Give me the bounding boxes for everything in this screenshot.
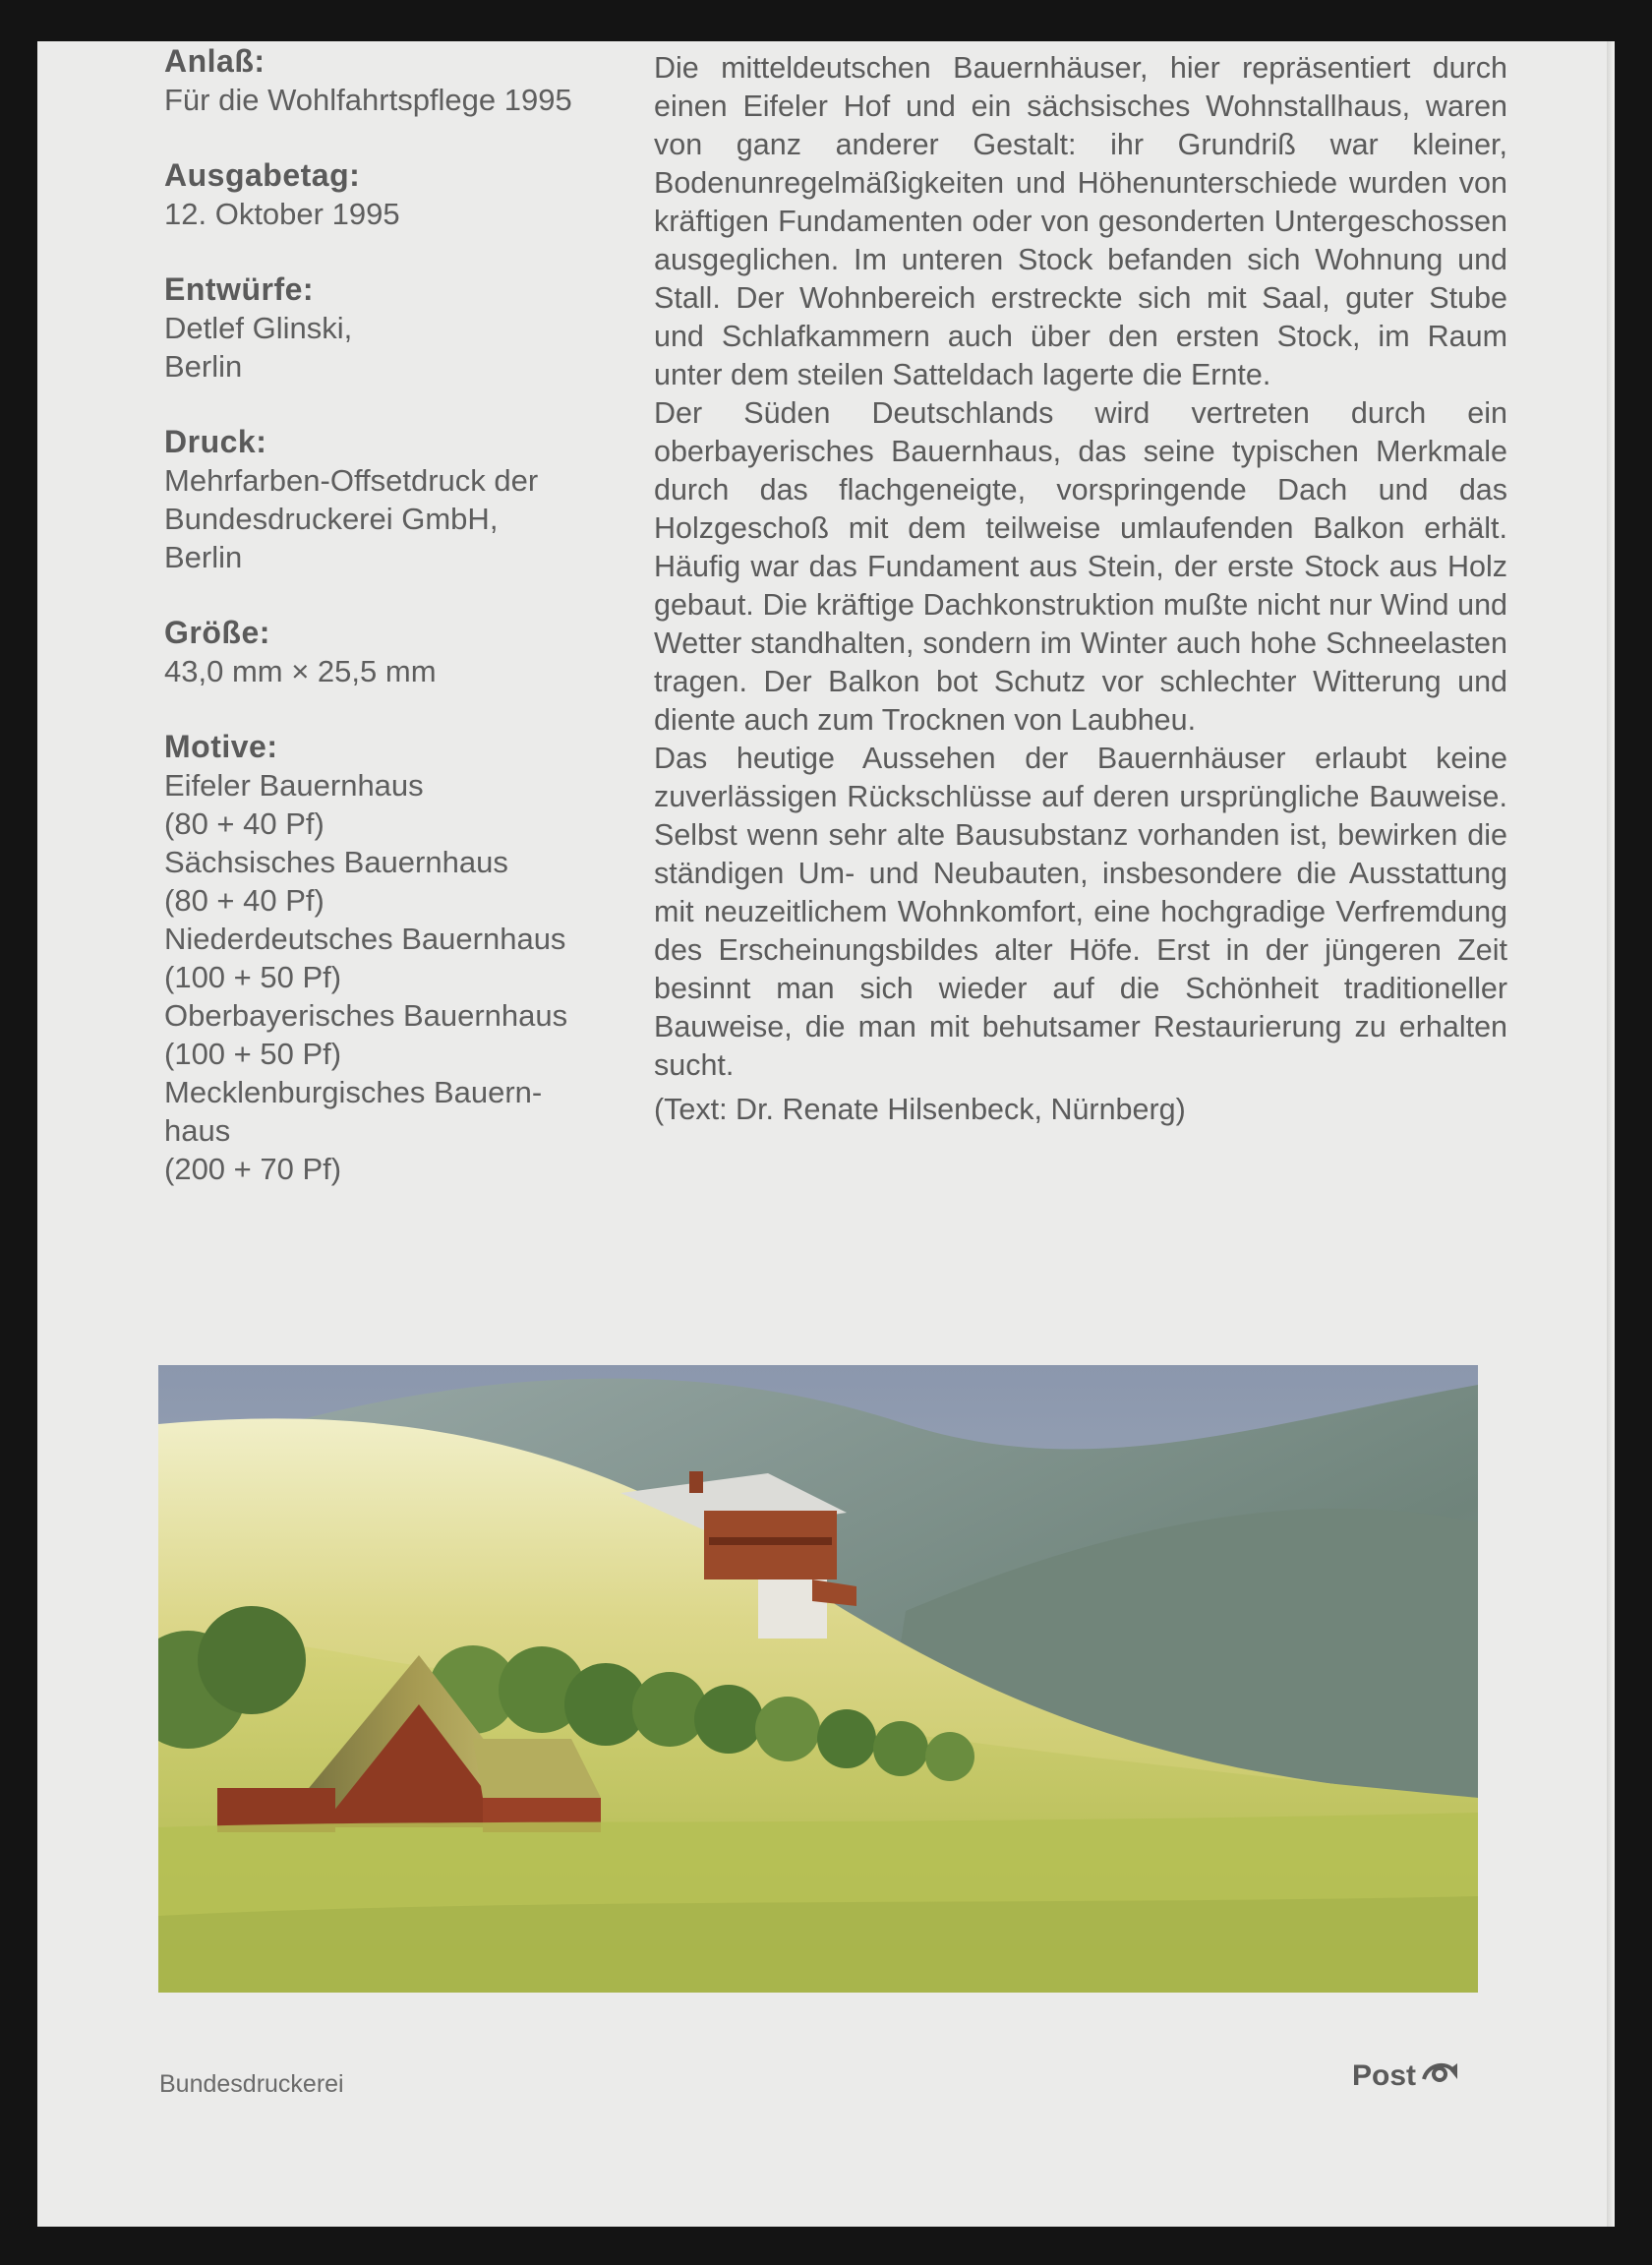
farmhouse-landscape-illustration xyxy=(158,1365,1478,1993)
printer-credit: Bundesdruckerei xyxy=(159,2070,344,2098)
field-label: Entwürfe: xyxy=(164,271,315,307)
stamp-details-column xyxy=(164,41,676,1224)
field-value: Detlef Glinski, Berlin xyxy=(164,311,353,384)
field-label: Anlaß: xyxy=(164,43,266,79)
field-value: 43,0 mm × 25,5 mm xyxy=(164,654,437,688)
field-value: Für die Wohlfahrtspflege 1995 xyxy=(164,83,572,117)
field-ausgabetag xyxy=(164,155,676,233)
description-column xyxy=(654,49,1507,1129)
document-sheet xyxy=(37,41,1615,2227)
field-motive xyxy=(164,727,676,1188)
field-label: Druck: xyxy=(164,424,267,459)
paragraph-sueden: Der Süden Deutschlands wird vertreten durch ein oberbayerisches Bauernhaus, das seine typischen Merkmale durch das flachgeneigte, vorspringende Dach und das Holzgeschoß mit dem teilweise umlaufenden Balkon erhält. Häufig war das Fundament aus Stein, der erste Stock aus Holz gebaut. Die kräftige Dachkonstruktion mußte nicht nur Wind und Wetter standhalten, sondern im Winter auch hohe Schneelasten tragen. Der Balkon bot Schutz vor schlechter Witterung und diente auch zum Trocknen von Laubheu. xyxy=(654,396,1507,737)
field-anlass xyxy=(164,41,676,119)
field-entwuerfe xyxy=(164,269,676,386)
field-value: Mehrfarben-Offsetdruck der Bundesdruckerei GmbH, Berlin xyxy=(164,463,539,574)
paragraph-heute: Das heutige Aussehen der Bauernhäuser erlaubt keine zuverlässigen Rückschlüsse auf deren ursprüngliche Bauweise. Selbst wenn sehr alte Bausubstanz vorhanden ist, bewirken die ständigen Um- und Neubauten, insbesondere die Ausstattung mit neuzeitlichem Wohnkomfort, eine hochgradige Verfremdung des Erscheinungsbildes alter Höfe. Erst in der jüngeren Zeit besinnt man sich wieder auf die Schönheit traditioneller Bauweise, die man mit behutsamer Restaurierung zu erhalten sucht. xyxy=(654,742,1507,1082)
sheet-edge xyxy=(1607,41,1615,2227)
post-logo xyxy=(1352,2057,1459,2095)
field-druck xyxy=(164,422,676,576)
field-label: Motive: xyxy=(164,729,278,764)
field-groesse xyxy=(164,613,676,690)
field-label: Größe: xyxy=(164,615,270,650)
paragraph-mitteldeutsch: Die mitteldeutschen Bauernhäuser, hier repräsentiert durch einen Eifeler Hof und ein sächsisches Wohnstallhaus, waren von ganz anderer Gestalt: ihr Grundriß war kleiner, Bodenunregelmäßigkeiten und Höhenunterschiede wurden von kräftigen Fundamenten oder von gesonderten Untergeschossen ausgeglichen. Im unteren Stock befanden sich Wohnung und Stall. Der Wohnbereich erstreckte sich mit Saal, guter Stube und Schlafkammern auch über den ersten Stock, im Raum unter dem steilen Satteldach lagerte die Ernte. xyxy=(654,51,1507,391)
field-value: Eifeler Bauernhaus (80 + 40 Pf) Sächsisches Bauernhaus (80 + 40 Pf) Niederdeutsches Bauernhaus (100 + 50 Pf) Oberbayerisches Bauernhaus (100 + 50 Pf) Mecklenburgisches Bauern- haus (200 + 70 Pf) xyxy=(164,768,568,1186)
field-value: 12. Oktober 1995 xyxy=(164,197,400,231)
posthorn-icon xyxy=(1420,2057,1459,2095)
field-label: Ausgabetag: xyxy=(164,157,361,193)
post-logo-text: Post xyxy=(1352,2059,1417,2092)
text-credit: (Text: Dr. Renate Hilsenbeck, Nürnberg) xyxy=(654,1093,1186,1126)
